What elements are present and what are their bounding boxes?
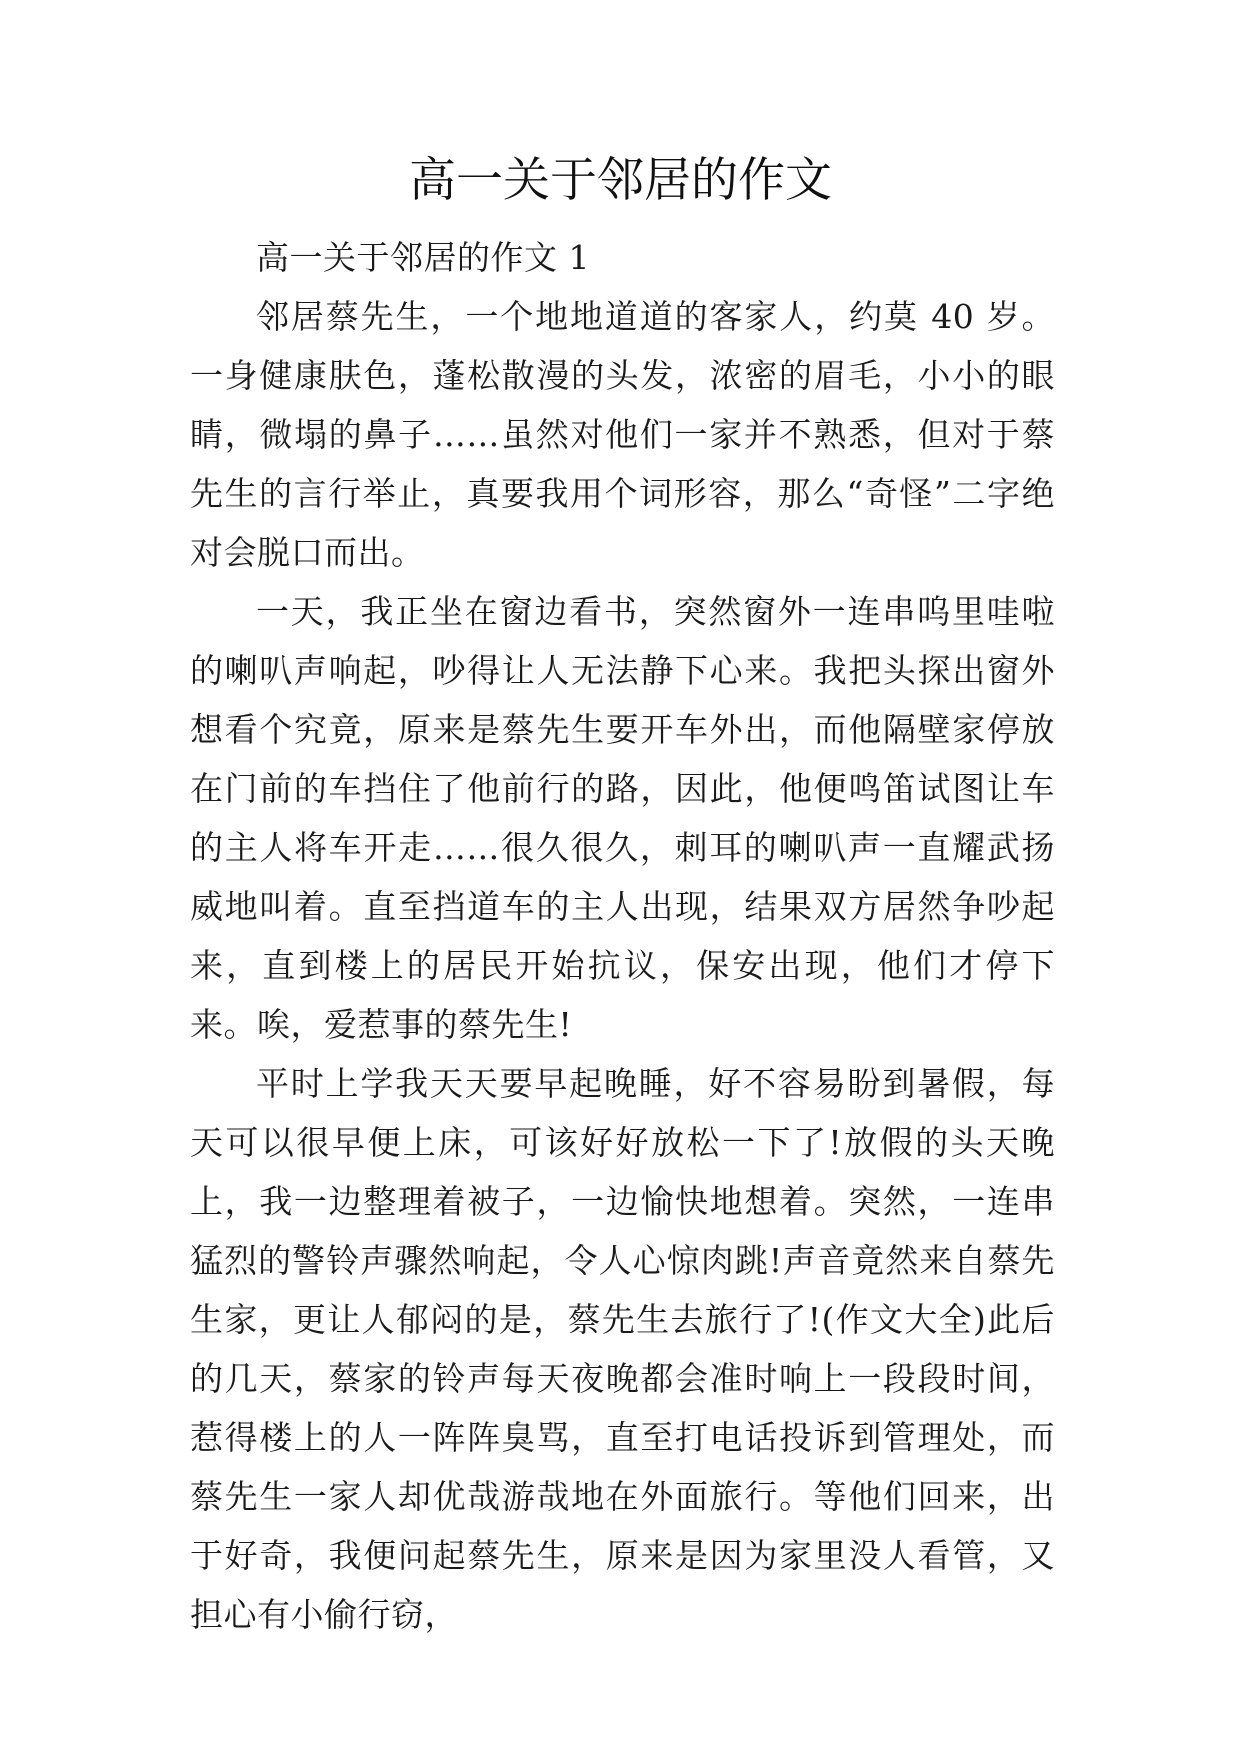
paragraph-1: 邻居蔡先生，一个地地道道的客家人，约莫 40 岁。一身健康肤色，蓬松散漫的头发，浓密的眉毛，小小的眼睛，微塌的鼻子……虽然对他们一家并不熟悉，但对于蔡先生的言行举止，真要我用个词形容，那么“奇怪”二字绝对会脱口而出。 xyxy=(190,297,1055,572)
paragraph-3: 平时上学我天天要早起晚睡，好不容易盼到暑假，每天可以很早便上床，可该好好放松一下了!放假的头天晚上，我一边整理着被子，一边愉快地想着。突然，一连串猛烈的警铃声骤然响起，令人心惊肉跳!声音竟然来自蔡先生家，更让人郁闷的是，蔡先生去旅行了!(作文大全)此后的几天，蔡家的铃声每天夜晚都会准时响上一段段时间，惹得楼上的人一阵阵臭骂，直至打电话投诉到管理处，而蔡先生一家人却优哉游哉地在外面旅行。等他们回来，出于好奇，我便问起蔡先生，原来是因为家里没人看管，又担心有小偷行窃， xyxy=(190,1064,1055,1634)
paragraph-subtitle: 高一关于邻居的作文 1 xyxy=(256,238,590,277)
document-title: 高一关于邻居的作文 xyxy=(409,153,832,208)
paragraph-2: 一天，我正坐在窗边看书，突然窗外一连串呜里哇啦的喇叭声响起，吵得让人无法静下心来。我把头探出窗外想看个究竟，原来是蔡先生要开车外出，而他隔壁家停放在门前的车挡住了他前行的路，因此，他便鸣笛试图让车的主人将车开走……很久很久，刺耳的喇叭声一直耀武扬威地叫着。直至挡道车的主人出现，结果双方居然争吵起来，直到楼上的居民开始抗议，保安出现，他们才停下来。唉，爱惹事的蔡先生! xyxy=(190,592,1055,1044)
document-body xyxy=(190,228,1055,1644)
